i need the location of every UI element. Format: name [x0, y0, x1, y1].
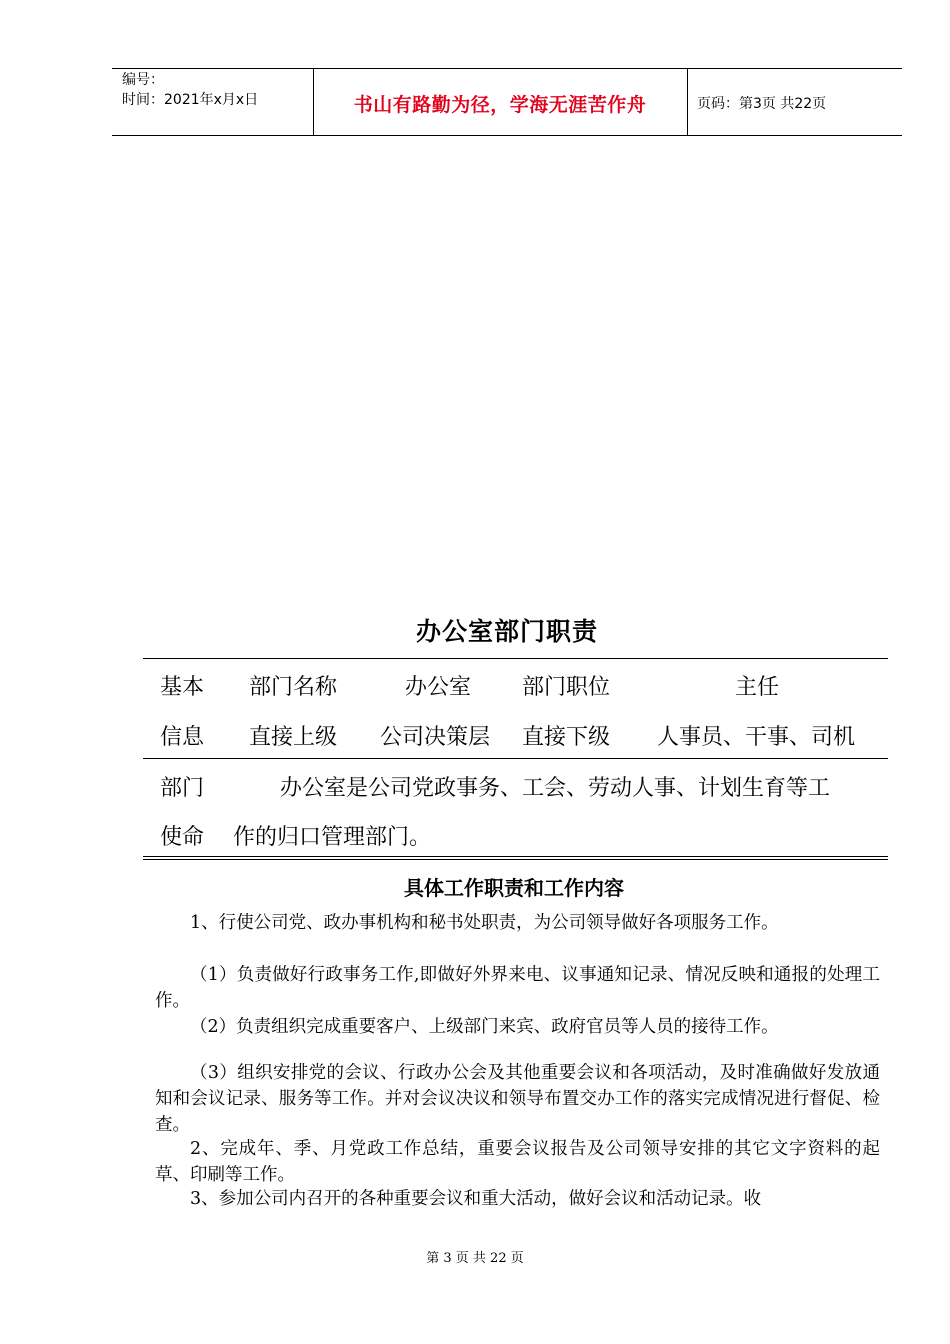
header-bottom-rule — [112, 135, 902, 136]
header-meta — [122, 70, 258, 110]
info-label-basic: 基本 — [160, 675, 205, 700]
info-bottom-rule-2 — [143, 859, 888, 860]
info-dept-name-label: 部门名称 — [249, 675, 338, 700]
header-top-rule — [112, 68, 902, 69]
date-label: 时间：2021年x月x日 — [122, 92, 259, 108]
paragraph-1: 1、行使公司党、政办事机构和秘书处职责，为公司领导做好各项服务工作。 — [190, 913, 779, 933]
mission-label-2: 使命 — [160, 825, 205, 850]
header-motto: 书山有路勤为径，学海无涯苦作舟 — [353, 94, 647, 116]
page-footer: 第 3 页 共 22 页 — [426, 1251, 524, 1266]
info-subordinate-value: 人事员、干事、司机 — [657, 725, 856, 750]
info-superior-label: 直接上级 — [249, 725, 338, 750]
mission-text-line-1: 办公室是公司党政事务、工会、劳动人事、计划生育等工 — [280, 776, 831, 801]
section-title: 具体工作职责和工作内容 — [404, 876, 624, 900]
serial-label: 编号： — [122, 72, 164, 88]
paragraph-3: （2）负责组织完成重要客户、上级部门来宾、政府官员等人员的接待工作。 — [190, 1017, 779, 1037]
paragraph-6: 3、参加公司内召开的各种重要会议和重大活动，做好会议和活动记录。收 — [190, 1189, 762, 1209]
info-bottom-rule-1 — [143, 856, 888, 857]
info-label-info: 信息 — [160, 725, 205, 750]
paragraph-4: （3）组织安排党的会议、行政办公会及其他重要会议和各项活动，及时准确做好发放通知和会议记录、服务等工作。并对会议决议和领导布置交办工作的落实完成情况进行督促、检查。 — [155, 1063, 880, 1135]
mission-text-line-2: 作的归口管理部门。 — [233, 825, 432, 850]
header-page-label: 页码：第3页 共22页 — [697, 96, 827, 112]
info-superior-value: 公司决策层 — [380, 725, 491, 750]
mission-label-1: 部门 — [160, 776, 205, 801]
info-middle-rule — [143, 758, 888, 759]
document-title: 办公室部门职责 — [415, 617, 598, 646]
info-position-value: 主任 — [735, 675, 780, 700]
paragraph-2: （1）负责做好行政事务工作,即做好外界来电、议事通知记录、情况反映和通报的处理工作。 — [155, 965, 880, 1011]
header-divider-right — [687, 68, 688, 136]
info-subordinate-label: 直接下级 — [522, 725, 611, 750]
info-dept-name-value: 办公室 — [405, 675, 472, 700]
paragraph-5: 2、完成年、季、月党政工作总结，重要会议报告及公司领导安排的其它文字资料的起草、印刷等工作。 — [155, 1139, 880, 1185]
info-top-rule — [143, 658, 888, 659]
info-position-label: 部门职位 — [522, 675, 611, 700]
